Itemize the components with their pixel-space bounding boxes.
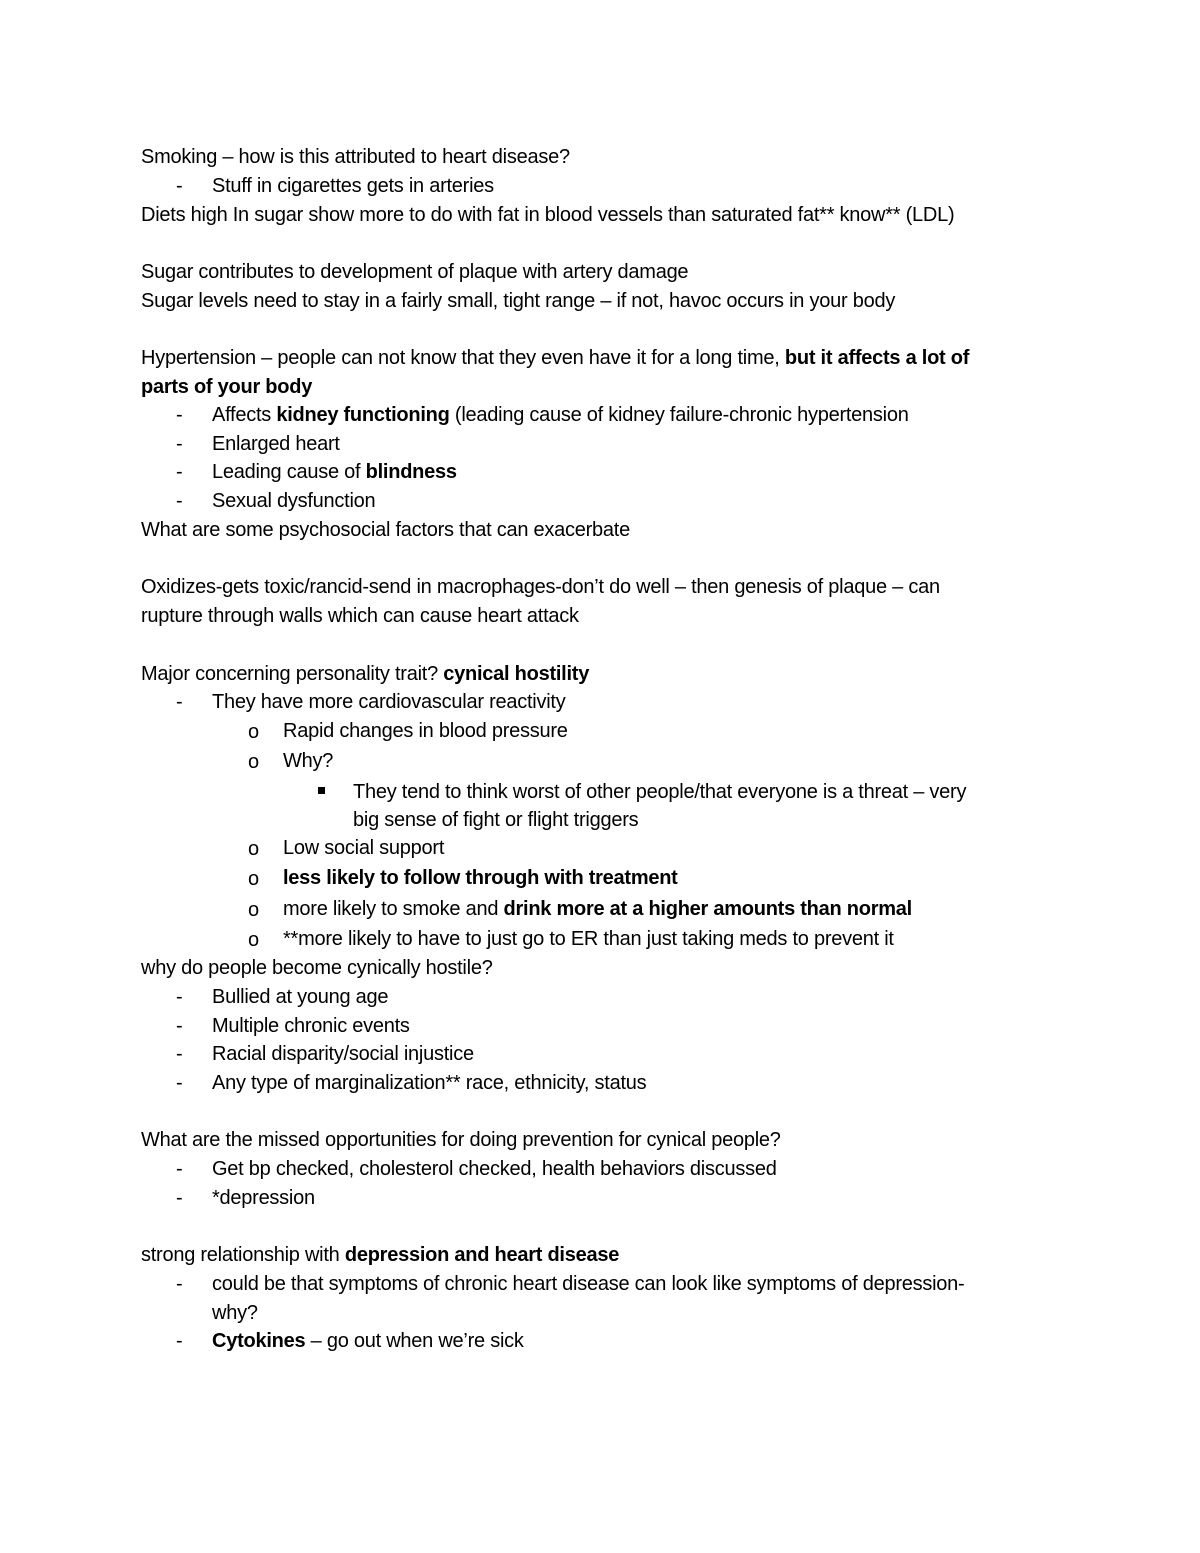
list-item: Cytokines – go out when we’re sick — [212, 1330, 524, 1352]
list-item: Stuff in cigarettes gets in arteries — [212, 175, 494, 197]
text-line: Sugar contributes to development of plaque with artery damage — [141, 261, 689, 283]
dash-bullet: - — [176, 1273, 183, 1295]
list-item: *depression — [212, 1187, 315, 1209]
dash-bullet: - — [176, 461, 183, 483]
text-line: parts of your body — [141, 376, 313, 398]
sub-sub-list-item: big sense of fight or flight triggers — [353, 809, 639, 831]
circle-bullet: o — [248, 899, 260, 921]
text-line: strong relationship with depression and heart disease — [141, 1244, 620, 1266]
circle-bullet: o — [248, 751, 260, 773]
dash-bullet: - — [176, 986, 183, 1008]
text-line: Major concerning personality trait? cynical hostility — [141, 663, 590, 685]
circle-bullet: o — [248, 838, 260, 860]
list-item: Sexual dysfunction — [212, 490, 376, 512]
sub-sub-list-item: They tend to think worst of other people/that everyone is a threat – very — [353, 781, 967, 803]
list-item: why? — [212, 1302, 258, 1324]
dash-bullet: - — [176, 404, 183, 426]
list-item: Leading cause of blindness — [212, 461, 457, 483]
dash-bullet: - — [176, 433, 183, 455]
sub-list-item: Low social support — [283, 837, 445, 859]
circle-bullet: o — [248, 868, 260, 890]
text-line: rupture through walls which can cause heart attack — [141, 605, 579, 627]
dash-bullet: - — [176, 1187, 183, 1209]
list-item: Bullied at young age — [212, 986, 389, 1008]
dash-bullet: - — [176, 490, 183, 512]
circle-bullet: o — [248, 721, 260, 743]
sub-list-item: **more likely to have to just go to ER than just taking meds to prevent it — [283, 928, 894, 950]
list-item: Affects kidney functioning (leading cause of kidney failure-chronic hypertension — [212, 404, 909, 426]
dash-bullet: - — [176, 691, 183, 713]
text-line: Oxidizes-gets toxic/rancid-send in macrophages-don’t do well – then genesis of plaque – can — [141, 576, 940, 598]
circle-bullet: o — [248, 929, 260, 951]
dash-bullet: - — [176, 1015, 183, 1037]
list-item: Multiple chronic events — [212, 1015, 410, 1037]
text-line: Hypertension – people can not know that they even have it for a long time, but it affects a lot of — [141, 347, 970, 369]
text-line: What are some psychosocial factors that can exacerbate — [141, 519, 630, 541]
sub-list-item: less likely to follow through with treatment — [283, 867, 678, 889]
text-line: Diets high In sugar show more to do with fat in blood vessels than saturated fat** know** (LDL) — [141, 204, 955, 226]
dash-bullet: - — [176, 1072, 183, 1094]
dash-bullet: - — [176, 1043, 183, 1065]
list-item: They have more cardiovascular reactivity — [212, 691, 566, 713]
sub-list-item: Why? — [283, 750, 334, 772]
list-item: Enlarged heart — [212, 433, 340, 455]
list-item: Racial disparity/social injustice — [212, 1043, 474, 1065]
text-line: Sugar levels need to stay in a fairly small, tight range – if not, havoc occurs in your body — [141, 290, 896, 312]
text-line: Smoking – how is this attributed to heart disease? — [141, 146, 570, 168]
list-item: could be that symptoms of chronic heart disease can look like symptoms of depression- — [212, 1273, 965, 1295]
list-item: Get bp checked, cholesterol checked, health behaviors discussed — [212, 1158, 777, 1180]
sub-list-item: Rapid changes in blood pressure — [283, 720, 568, 742]
text-line: why do people become cynically hostile? — [141, 957, 493, 979]
square-bullet — [318, 787, 325, 794]
list-item: Any type of marginalization** race, ethnicity, status — [212, 1072, 647, 1094]
sub-list-item: more likely to smoke and drink more at a higher amounts than normal — [283, 898, 912, 920]
dash-bullet: - — [176, 175, 183, 197]
text-line: What are the missed opportunities for doing prevention for cynical people? — [141, 1129, 781, 1151]
dash-bullet: - — [176, 1330, 183, 1352]
dash-bullet: - — [176, 1158, 183, 1180]
